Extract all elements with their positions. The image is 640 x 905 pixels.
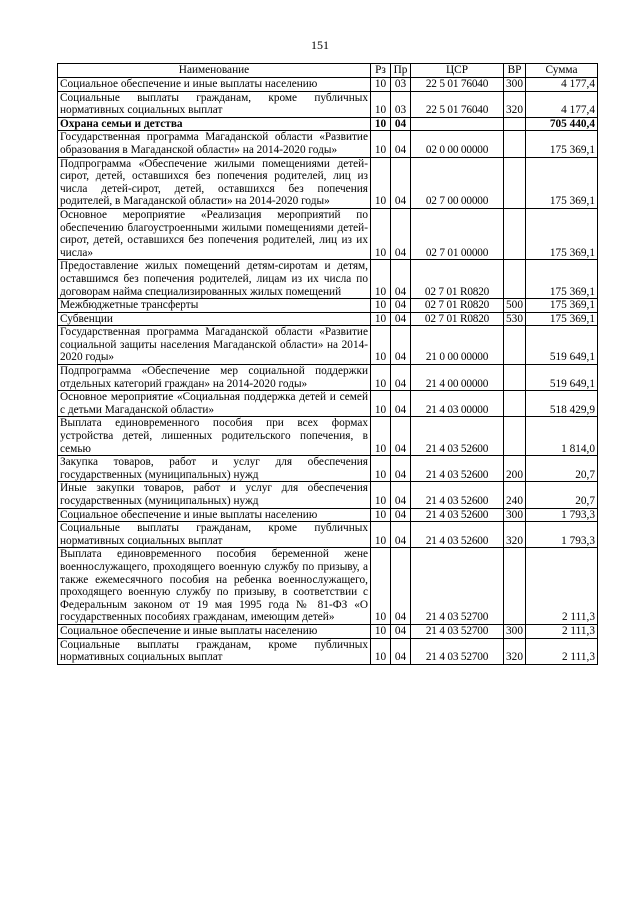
cell-vr: 320	[504, 638, 526, 664]
table-row	[58, 417, 598, 456]
table-row	[58, 456, 598, 482]
table-row	[58, 624, 598, 638]
cell-rz: 10	[371, 456, 391, 482]
cell-name: Основное мероприятие «Реализация мероприятий по обеспечению благоустроенными жилыми помещениями детей-сирот, детей, оставшихся без попечения родителей, лиц из их числа»	[58, 208, 371, 259]
cell-pr: 04	[391, 417, 411, 456]
cell-vr	[504, 157, 526, 208]
cell-name: Социальные выплаты гражданам, кроме публичных нормативных социальных выплат	[58, 638, 371, 664]
cell-sum: 175 369,1	[526, 208, 598, 259]
cell-pr: 04	[391, 299, 411, 313]
cell-csr: 22 5 01 76040	[411, 78, 504, 92]
cell-name: Межбюджетные трансферты	[58, 299, 371, 313]
cell-csr: 02 0 00 00000	[411, 131, 504, 157]
cell-pr: 04	[391, 117, 411, 131]
cell-pr: 04	[391, 508, 411, 522]
cell-csr: 21 0 00 00000	[411, 326, 504, 365]
cell-name: Закупка товаров, работ и услуг для обеспечения государственных (муниципальных) нужд	[58, 456, 371, 482]
cell-vr: 320	[504, 522, 526, 548]
cell-name: Подпрограмма «Обеспечение жилыми помещениями детей-сирот, детей, оставшихся без попечения родителей, лиц из числа детей-сирот, детей, оставшихся без попечения родителей, в Магаданской области» на 2014-2020 годы»	[58, 157, 371, 208]
cell-vr	[504, 391, 526, 417]
table-row	[58, 312, 598, 326]
cell-rz: 10	[371, 117, 391, 131]
cell-vr: 300	[504, 508, 526, 522]
table-row	[58, 365, 598, 391]
cell-vr	[504, 548, 526, 625]
cell-name: Социальное обеспечение и иные выплаты населению	[58, 624, 371, 638]
table-row	[58, 326, 598, 365]
cell-name: Социальные выплаты гражданам, кроме публичных нормативных социальных выплат	[58, 522, 371, 548]
cell-csr: 21 4 03 00000	[411, 391, 504, 417]
cell-rz: 10	[371, 417, 391, 456]
cell-sum: 175 369,1	[526, 157, 598, 208]
cell-rz: 10	[371, 157, 391, 208]
cell-sum: 519 649,1	[526, 326, 598, 365]
cell-csr	[411, 117, 504, 131]
table-row	[58, 391, 598, 417]
cell-sum: 2 111,3	[526, 624, 598, 638]
header-sum: Сумма	[526, 64, 598, 78]
cell-rz: 10	[371, 365, 391, 391]
cell-csr: 21 4 03 52600	[411, 417, 504, 456]
cell-sum: 705 440,4	[526, 117, 598, 131]
cell-csr: 21 4 00 00000	[411, 365, 504, 391]
page-number: 151	[311, 38, 329, 52]
cell-csr: 21 4 03 52600	[411, 456, 504, 482]
cell-csr: 21 4 03 52700	[411, 548, 504, 625]
cell-name: Государственная программа Магаданской области «Развитие социальной защиты населения Магаданской области» на 2014-2020 годы»	[58, 326, 371, 365]
cell-vr: 320	[504, 91, 526, 117]
table-row	[58, 508, 598, 522]
table-row	[58, 482, 598, 508]
cell-csr: 02 7 01 00000	[411, 208, 504, 259]
cell-pr: 04	[391, 208, 411, 259]
cell-sum: 20,7	[526, 456, 598, 482]
cell-name: Социальные выплаты гражданам, кроме публичных нормативных социальных выплат	[58, 91, 371, 117]
table-row	[58, 638, 598, 664]
cell-vr	[504, 208, 526, 259]
cell-pr: 04	[391, 624, 411, 638]
cell-pr: 04	[391, 131, 411, 157]
cell-rz: 10	[371, 508, 391, 522]
cell-csr: 21 4 03 52600	[411, 522, 504, 548]
table-row	[58, 131, 598, 157]
cell-sum: 1 793,3	[526, 522, 598, 548]
cell-rz: 10	[371, 299, 391, 313]
cell-name: Социальное обеспечение и иные выплаты населению	[58, 508, 371, 522]
cell-vr	[504, 417, 526, 456]
cell-pr: 04	[391, 456, 411, 482]
cell-sum: 4 177,4	[526, 91, 598, 117]
cell-vr: 300	[504, 624, 526, 638]
cell-name: Охрана семьи и детства	[58, 117, 371, 131]
header-rz: Рз	[371, 64, 391, 78]
header-name: Наименование	[58, 64, 371, 78]
cell-rz: 10	[371, 312, 391, 326]
cell-sum: 519 649,1	[526, 365, 598, 391]
cell-name: Государственная программа Магаданской области «Развитие образования в Магаданской области» на 2014-2020 годы»	[58, 131, 371, 157]
cell-sum: 2 111,3	[526, 638, 598, 664]
cell-rz: 10	[371, 482, 391, 508]
header-pr: Пр	[391, 64, 411, 78]
cell-rz: 10	[371, 638, 391, 664]
cell-name: Подпрограмма «Обеспечение мер социальной поддержки отдельных категорий граждан» на 2014-2020 годы»	[58, 365, 371, 391]
cell-csr: 22 5 01 76040	[411, 91, 504, 117]
cell-sum: 20,7	[526, 482, 598, 508]
cell-rz: 10	[371, 391, 391, 417]
cell-pr: 04	[391, 326, 411, 365]
cell-name: Выплата единовременного пособия беременной жене военнослужащего, проходящего военную службу по призыву, а также ежемесячного пособия на ребенка военнослужащего, проходящего военную службу по призыву, в соответствии с Федеральным законом от 19 мая 1995 года № 81-ФЗ «О государственных пособиях гражданам, имеющим детей»	[58, 548, 371, 625]
cell-rz: 10	[371, 260, 391, 299]
cell-vr: 240	[504, 482, 526, 508]
cell-vr	[504, 131, 526, 157]
cell-sum: 175 369,1	[526, 131, 598, 157]
cell-sum: 2 111,3	[526, 548, 598, 625]
cell-pr: 04	[391, 312, 411, 326]
table-row	[58, 522, 598, 548]
cell-name: Иные закупки товаров, работ и услуг для обеспечения государственных (муниципальных) нужд	[58, 482, 371, 508]
cell-sum: 1 814,0	[526, 417, 598, 456]
budget-table	[57, 63, 598, 665]
cell-name: Выплата единовременного пособия при всех формах устройства детей, лишенных родительского попечения, в семью	[58, 417, 371, 456]
table-row	[58, 157, 598, 208]
cell-vr: 530	[504, 312, 526, 326]
table-row	[58, 91, 598, 117]
table-row	[58, 208, 598, 259]
cell-vr	[504, 260, 526, 299]
cell-sum: 175 369,1	[526, 312, 598, 326]
cell-pr: 03	[391, 91, 411, 117]
cell-vr	[504, 365, 526, 391]
table-row	[58, 299, 598, 313]
cell-rz: 10	[371, 78, 391, 92]
cell-pr: 04	[391, 548, 411, 625]
cell-sum: 518 429,9	[526, 391, 598, 417]
cell-rz: 10	[371, 326, 391, 365]
cell-sum: 175 369,1	[526, 260, 598, 299]
cell-pr: 04	[391, 638, 411, 664]
cell-csr: 02 7 01 R0820	[411, 260, 504, 299]
table-row	[58, 260, 598, 299]
cell-vr	[504, 117, 526, 131]
cell-pr: 04	[391, 482, 411, 508]
cell-vr: 300	[504, 78, 526, 92]
cell-csr: 21 4 03 52600	[411, 508, 504, 522]
cell-sum: 175 369,1	[526, 299, 598, 313]
cell-csr: 02 7 01 R0820	[411, 312, 504, 326]
cell-pr: 03	[391, 78, 411, 92]
cell-rz: 10	[371, 208, 391, 259]
cell-csr: 21 4 03 52700	[411, 638, 504, 664]
table-row	[58, 548, 598, 625]
cell-rz: 10	[371, 91, 391, 117]
header-csr: ЦСР	[411, 64, 504, 78]
cell-pr: 04	[391, 157, 411, 208]
cell-vr: 500	[504, 299, 526, 313]
table-header-row	[58, 64, 598, 78]
cell-pr: 04	[391, 391, 411, 417]
cell-rz: 10	[371, 548, 391, 625]
cell-rz: 10	[371, 131, 391, 157]
header-vr: ВР	[504, 64, 526, 78]
cell-csr: 02 7 01 R0820	[411, 299, 504, 313]
cell-pr: 04	[391, 260, 411, 299]
cell-csr: 21 4 03 52700	[411, 624, 504, 638]
cell-name: Субвенции	[58, 312, 371, 326]
cell-pr: 04	[391, 522, 411, 548]
cell-sum: 1 793,3	[526, 508, 598, 522]
cell-vr: 200	[504, 456, 526, 482]
cell-name: Основное мероприятие «Социальная поддержка детей и семей с детьми Магаданской области»	[58, 391, 371, 417]
cell-rz: 10	[371, 522, 391, 548]
cell-name: Предоставление жилых помещений детям-сиротам и детям, оставшимся без попечения родителей, лицам из их числа по договорам найма специализированных жилых помещений	[58, 260, 371, 299]
cell-vr	[504, 326, 526, 365]
table-row	[58, 117, 598, 131]
cell-csr: 02 7 00 00000	[411, 157, 504, 208]
table-row	[58, 78, 598, 92]
cell-name: Социальное обеспечение и иные выплаты населению	[58, 78, 371, 92]
cell-pr: 04	[391, 365, 411, 391]
cell-rz: 10	[371, 624, 391, 638]
cell-csr: 21 4 03 52600	[411, 482, 504, 508]
cell-sum: 4 177,4	[526, 78, 598, 92]
